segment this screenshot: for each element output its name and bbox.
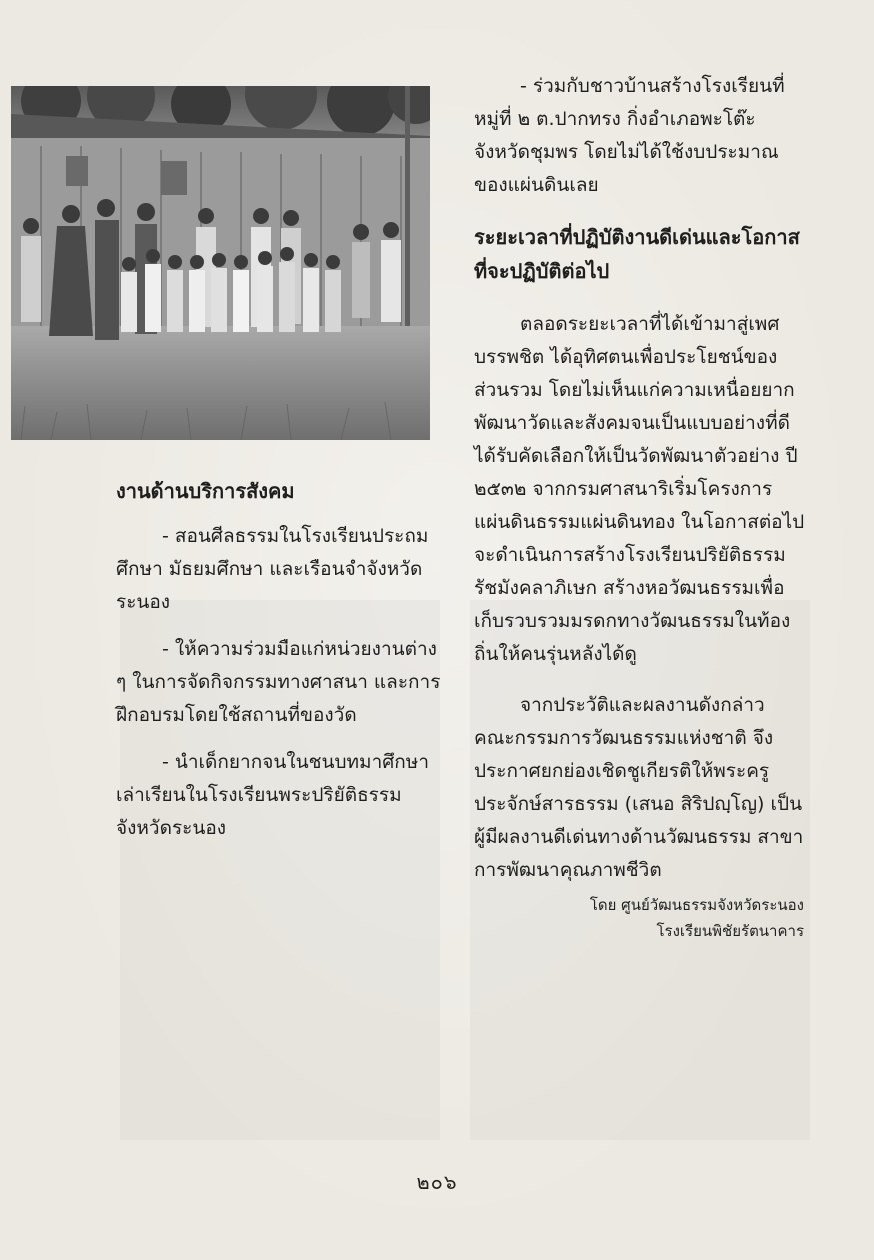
credit-line-1: โดย ศูนย์วัฒนธรรมจังหวัดระนอง [589,896,804,914]
credit-line-2: โรงเรียนพิชัยรัตนาคาร [656,922,804,940]
social-service-bullet-3: - นำเด็กยากจนในชนบทมาศึกษาเล่าเรียนในโรงเรียนพระปริยัติธรรมจังหวัดระนอง [116,751,430,839]
intro-bullet: - ร่วมกับชาวบ้านสร้างโรงเรียนที่หมู่ที่ ๒ ต.ปากทรง กิ่งอำเภอพะโต๊ะ จังหวัดชุมพร โดยไม่ได้ใช้งบประมาณของแผ่นดินเลย [474,75,785,196]
spacer [474,671,806,689]
author-credit [590,892,804,944]
paragraph-honor: จากประวัติและผลงานดังกล่าว คณะกรรมการวัฒนธรรมแห่งชาติ จึงประกาศยกย่องเชิดชูเกียรติให้พระครูประจักษ์สารธรรม (เสนอ สิริปญฺโญ) เป็นผู้มีผลงานดีเด่นทางด้านวัฒนธรรม สาขาการพัฒนาคุณภาพชีวิต [474,694,804,881]
page-number: ๒๐๖ [416,1170,458,1194]
spacer [116,508,442,520]
section-heading-social-service: งานด้านบริการสังคม [116,479,295,503]
section-heading-outstanding-period: ระยะเวลาที่ปฏิบัติงานดีเด่นและโอกาสที่จะปฏิบัติต่อไป [474,225,800,283]
spacer [474,288,806,308]
right-column [474,70,806,887]
group-photo [11,86,430,440]
social-service-bullet-1: - สอนศีลธรรมในโรงเรียนประถมศึกษา มัธยมศึกษา และเรือนจำจังหวัดระนอง [116,525,429,613]
group-photo-illustration [11,86,430,440]
left-column [116,474,442,845]
spacer [116,619,442,633]
spacer [116,732,442,746]
social-service-bullet-2: - ให้ความร่วมมือแก่หน่วยงานต่าง ๆ ในการจัดกิจกรรมทางศาสนา และการฝึกอบรมโดยใช้สถานที่ของวัด [116,638,441,726]
paragraph-career: ตลอดระยะเวลาที่ได้เข้ามาสู่เพศบรรพชิต ได้อุทิศตนเพื่อประโยชน์ของส่วนรวม โดยไม่เห็นแก่ความเหนื่อยยาก พัฒนาวัดและสังคมจนเป็นแบบอย่างที่ดี ได้รับคัดเลือกให้เป็นวัดพัฒนาตัวอย่าง ปี ๒๕๓๒ จากกรมศาสนาริเริ่มโครงการแผ่นดินธรรมแผ่นดินทอง ในโอกาสต่อไปจะดำเนินการสร้างโรงเรียนปริยัติธรรมรัชมังคลาภิเษก สร้างหอวัฒนธรรมเพื่อเก็บรวบรวมมรดกทางวัฒนธรรมในท้องถิ่นให้คนรุ่นหลังได้ดู [474,313,805,665]
spacer [474,202,806,220]
